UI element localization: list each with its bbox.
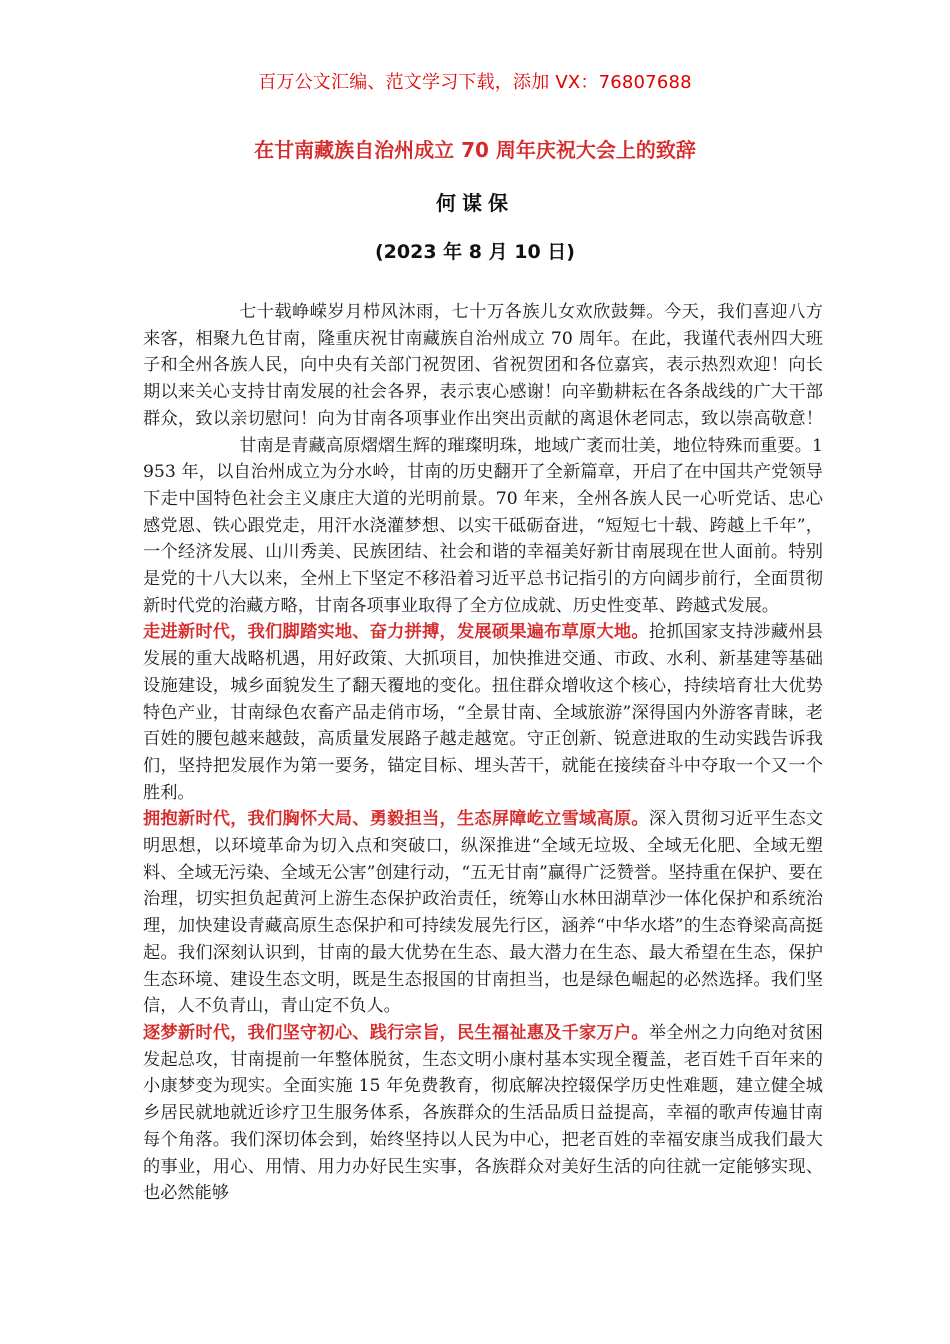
author-name: 何谋保 (436, 191, 514, 215)
section-heading-ecology: 拥抱新时代，我们胸怀大局、勇毅担当，生态屏障屹立雪域高原。 (143, 809, 649, 830)
speech-date: (2023 年 8 月 10 日) (375, 241, 575, 263)
document-body (143, 299, 823, 1207)
section-heading-development: 走进新时代，我们脚踏实地、奋力拼搏，发展硕果遍布草原大地。 (143, 622, 649, 643)
paragraph-livelihood (143, 1020, 823, 1207)
paragraph-opening-text: 七十载峥嵘岁月栉风沐雨，七十万各族儿女欢欣鼓舞。今天，我们喜迎八方来客，相聚九色甘南，隆重庆祝甘南藏族自治州成立 70 周年。在此，我谨代表州四大班子和全州各族人民，向中央有关部门祝贺团、省祝贺团和各位嘉宾，表示热烈欢迎！向长期以来关心支持甘南发展的社会各界，表示衷心感谢！向辛勤耕耘在各条战线的广大干部群众，致以亲切慰问！向为甘南各项事业作出突出贡献的离退休老同志，致以崇高敬意！ (143, 302, 823, 429)
paragraph-history-text: 甘南是青藏高原熠熠生辉的璀璨明珠，地域广袤而壮美，地位特殊而重要。1953 年，以自治州成立为分水岭，甘南的历史翻开了全新篇章，开启了在中国共产党领导下走中国特色社会主义康庄大道的光明前景。70 年来，全州各族人民一心听党话、忠心感党恩、铁心跟党走，用汗水浇灌梦想、以实干砥砺奋进，“短短七十载、跨越上千年”，一个经济发展、山川秀美、民族团结、社会和谐的幸福美好新甘南展现在世人面前。特别是党的十八大以来，全州上下坚定不移沿着习近平总书记指引的方向阔步前行，全面贯彻新时代党的治藏方略，甘南各项事业取得了全方位成就、历史性变革、跨越式发展。 (143, 435, 823, 616)
paragraph-ecology (143, 806, 823, 1020)
paragraph-livelihood-text: 举全州之力向绝对贫困发起总攻，甘南提前一年整体脱贫，生态文明小康村基本实现全覆盖，老百姓千百年来的小康梦变为现实。全面实施 15 年免费教育，彻底解决控辍保学历史性难题，建立健全城乡居民就地就近诊疗卫生服务体系，各族群众的生活品质日益提高，幸福的歌声传遍甘南每个角落。我们深切体会到，始终坚持以人民为中心，把老百姓的幸福安康当成我们最大的事业，用心、用情、用力办好民生实事，各族群众对美好生活的向往就一定能够实现、也必然能够 (143, 1022, 823, 1204)
paragraph-ecology-text: 深入贯彻习近平生态文明思想，以环境革命为切入点和突破口，纵深推进“全域无垃圾、全域无化肥、全域无塑料、全域无污染、全域无公害”创建行动，“五无甘南”赢得广泛赞誉。坚持重在保护、要在治理，切实担负起黄河上游生态保护政治责任，统筹山水林田湖草沙一体化保护和系统治理，加快建设青藏高原生态保护和可持续发展先行区，涵养“中华水塔”的生态脊梁高高挺起。我们深刻认识到，甘南的最大优势在生态、最大潜力在生态、最大希望在生态，保护生态环境、建设生态文明，既是生态报国的甘南担当，也是绿色崛起的必然选择。我们坚信，人不负青山，青山定不负人。 (143, 809, 823, 1017)
paragraph-opening (143, 299, 823, 619)
watermark-text: 百万公文汇编、范文学习下载，添加 VX：76807688 (258, 72, 692, 93)
paragraph-development (143, 619, 823, 806)
document-title: 在甘南藏族自治州成立 70 周年庆祝大会上的致辞 (254, 138, 696, 162)
paragraph-development-text: 抢抓国家支持涉藏州县发展的重大战略机遇，用好政策、大抓项目，加快推进交通、市政、水利、新基建等基础设施建设，城乡面貌发生了翻天覆地的变化。扭住群众增收这个核心，持续培育壮大优势特色产业，甘南绿色农畜产品走俏市场，“全景甘南、全域旅游”深得国内外游客青睐，老百姓的腰包越来越鼓，高质量发展路子越走越宽。守正创新、锐意进取的生动实践告诉我们，坚持把发展作为第一要务，锚定目标、埋头苦干，就能在接续奋斗中夺取一个又一个胜利。 (143, 622, 823, 803)
section-heading-livelihood: 逐梦新时代，我们坚守初心、践行宗旨，民生福祉惠及千家万户。 (143, 1022, 649, 1043)
